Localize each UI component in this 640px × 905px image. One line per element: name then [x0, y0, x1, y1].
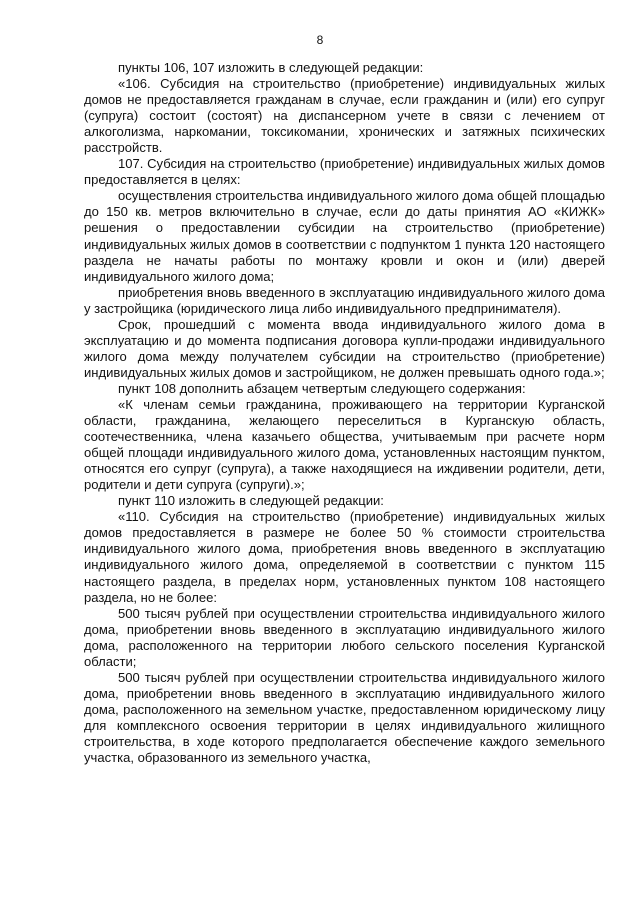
page-number: 8 — [316, 33, 324, 47]
paragraph: 500 тысяч рублей при осуществлении строительства индивидуального жилого дома, приобретении вновь введенного в эксплуатацию индивидуального жилого дома, расположенного на земельном участке, предоставленном юридическому лицу для комплексного освоения территории в целях индивидуального жилищного строительства, в ходе которого предполагается обеспечение каждого земельного участка, образованного из земельного участка, — [84, 669, 605, 766]
paragraph: 500 тысяч рублей при осуществлении строительства индивидуального жилого дома, приобретении вновь введенного в эксплуатацию индивидуального жилого дома, расположенного на территории любого сельского поселения Курганской области; — [84, 605, 605, 669]
paragraph: пункт 108 дополнить абзацем четвертым следующего содержания: — [118, 380, 526, 396]
paragraph: пункт 110 изложить в следующей редакции: — [118, 493, 384, 509]
paragraph: пункты 106, 107 изложить в следующей редакции: — [118, 60, 424, 75]
paragraph: 107. Субсидия на строительство (приобретение) индивидуальных жилых домов предоставляется в целях: — [84, 156, 605, 188]
paragraph: осуществления строительства индивидуального жилого дома общей площадью до 150 кв. метров включительно в случае, если до даты принятия АО «КИЖК» решения о предоставлении субсидии на строительство (приобретение) индивидуальных жилых домов в соответствии с подпунктом 1 пункта 120 настоящего раздела не начаты работы по монтажу кровли и окон и (или) дверей индивидуального жилого дома; — [84, 188, 605, 284]
paragraph: «106. Субсидия на строительство (приобретение) индивидуальных жилых домов не предоставляется гражданам в случае, если гражданин и (или) его супруг (супруга) состоит (состоят) на диспансерном учете в связи с лечением от алкоголизма, наркомании, токсикомании, хронических и затяжных психических расстройств. — [84, 76, 605, 156]
paragraph: приобретения вновь введенного в эксплуатацию индивидуального жилого дома у застройщика (юридического лица либо индивидуального предпринимателя). — [84, 284, 605, 316]
paragraph: «110. Субсидия на строительство (приобретение) индивидуальных жилых домов предоставляется в размере не более 50 % стоимости строительства индивидуального жилого дома, приобретения вновь введенного в эксплуатацию индивидуального жилого дома, определяемой в соответствии с пунктом 115 настоящего раздела, в пределах норм, установленных пунктом 108 настоящего раздела, но не более: — [84, 509, 605, 605]
paragraph: Срок, прошедший с момента ввода индивидуального жилого дома в эксплуатацию и до момента подписания договора купли-продажи индивидуального жилого дома между получателем субсидии на строительство (приобретение) индивидуальных жилых домов и застройщиком, не должен превышать одного года.»; — [84, 316, 605, 380]
paragraph: «К членам семьи гражданина, проживающего на территории Курганской области, гражданина, желающего переселиться в Курганскую область, соотечественника, члена казачьего общества, учитываемым при расчете норм общей площади индивидуального жилого дома, установленных настоящим пунктом, относятся его супруг (супруга), а также находящиеся на иждивении родители, дети, родители и дети супруга (супруги).»; — [84, 396, 605, 493]
document-body — [84, 60, 605, 766]
